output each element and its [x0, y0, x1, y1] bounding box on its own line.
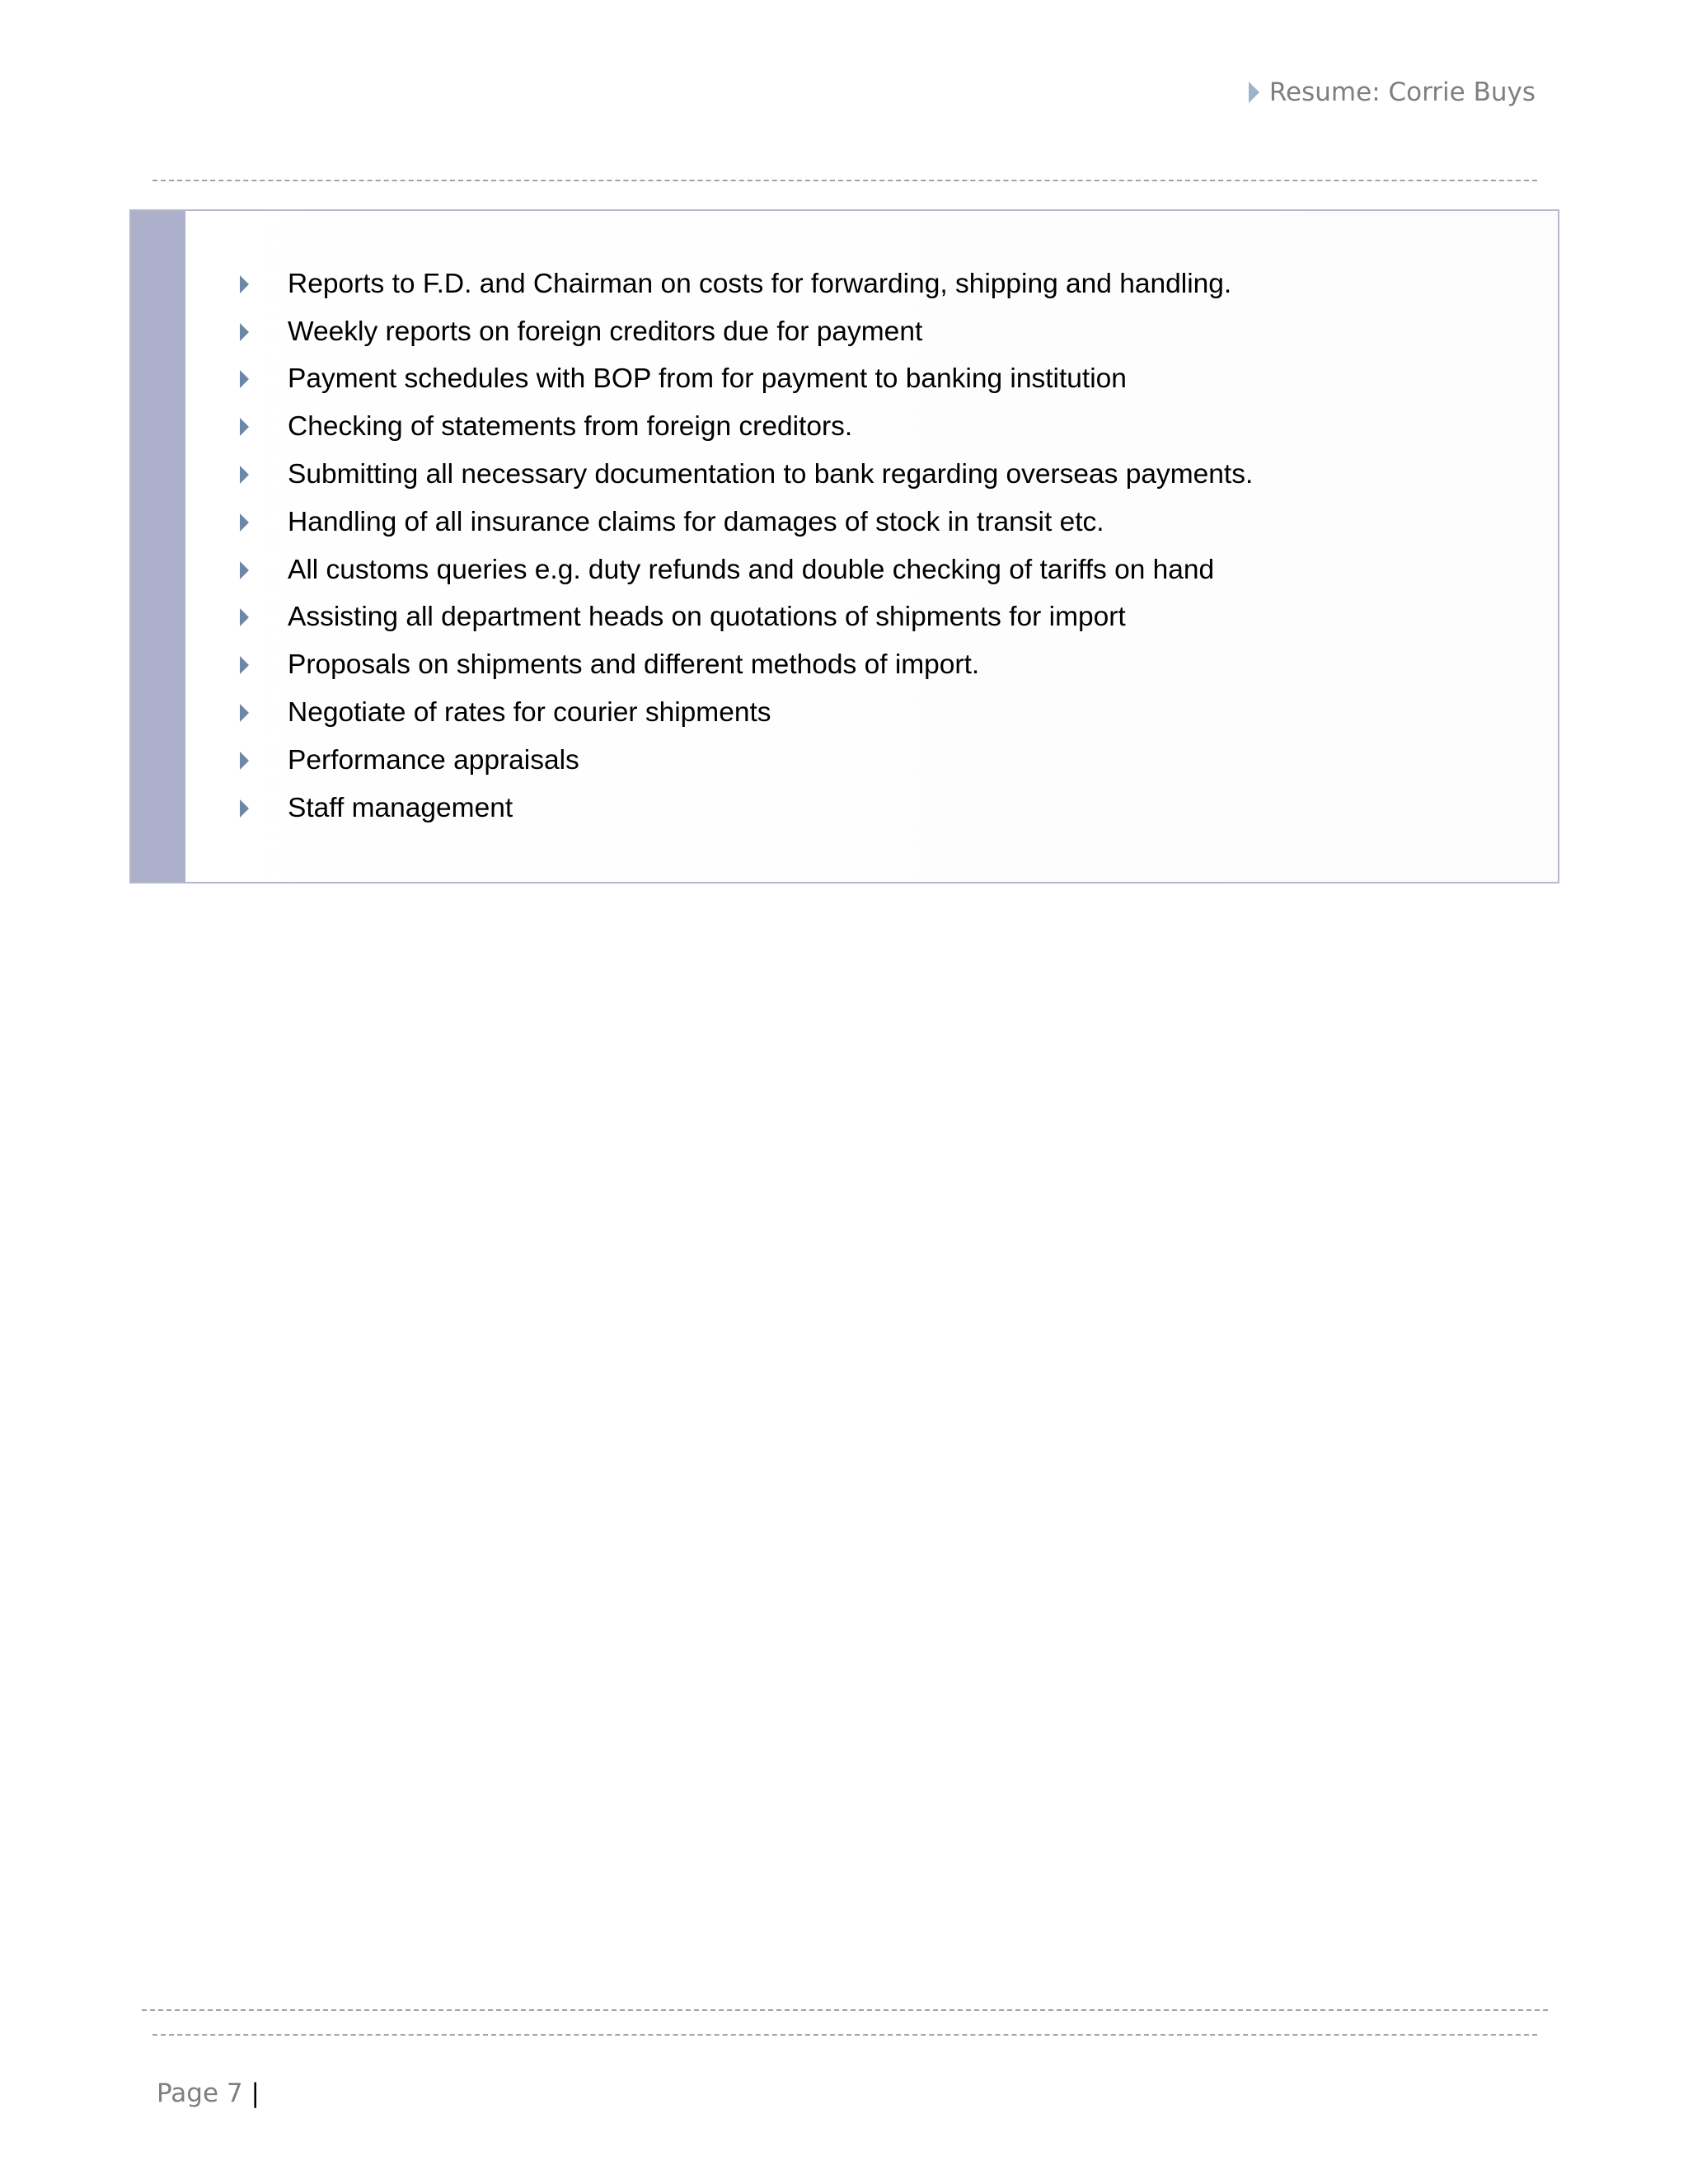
- bullet-arrow-icon: [240, 418, 249, 436]
- bullet-arrow-icon: [240, 323, 249, 341]
- header-arrow-icon: [1249, 82, 1259, 103]
- list-item: [238, 403, 1253, 451]
- list-item-text: Performance appraisals: [288, 744, 579, 776]
- header-title: Resume: Corrie Buys: [1268, 77, 1536, 107]
- bullet-arrow-icon: [240, 513, 249, 532]
- list-item-text: Negotiate of rates for courier shipments: [288, 697, 771, 729]
- list-item-text: Submitting all necessary documentation to bank regarding overseas payments.: [288, 459, 1254, 490]
- header-divider: [152, 180, 1537, 181]
- bullet-arrow-icon: [240, 466, 249, 484]
- bullet-arrow-icon: [240, 608, 249, 626]
- list-item-text: Weekly reports on foreign creditors due for payment: [288, 316, 923, 347]
- footer-divider-top: [142, 2009, 1548, 2011]
- bullet-arrow-icon: [240, 370, 249, 388]
- bullet-arrow-icon: [240, 275, 249, 293]
- page-label: Page 7: [157, 2079, 243, 2108]
- list-item-text: All customs queries e.g. duty refunds and double checking of tariffs on hand: [288, 554, 1215, 585]
- list-item: [238, 594, 1253, 642]
- list-item-text: Staff management: [288, 792, 513, 823]
- list-item: [238, 546, 1253, 594]
- list-item-text: Assisting all department heads on quotations of shipments for import: [288, 602, 1126, 633]
- list-item: [238, 308, 1253, 356]
- bullet-arrow-icon: [240, 561, 249, 579]
- duties-box: [129, 209, 1559, 883]
- list-item: [238, 737, 1253, 785]
- bullet-arrow-icon: [240, 656, 249, 674]
- footer-divider-bottom: [152, 2034, 1537, 2036]
- list-item: [238, 451, 1253, 499]
- bullet-arrow-icon: [240, 752, 249, 770]
- page-header: [1249, 73, 1536, 112]
- list-item: [238, 641, 1253, 689]
- list-item: [238, 689, 1253, 737]
- list-item-text: Reports to F.D. and Chairman on costs for forwarding, shipping and handling.: [288, 268, 1232, 299]
- list-item: [238, 785, 1253, 832]
- page-separator: |: [251, 2079, 260, 2108]
- duties-list: [238, 260, 1253, 832]
- list-item: [238, 499, 1253, 546]
- bullet-arrow-icon: [240, 704, 249, 722]
- page-number: [157, 2079, 260, 2108]
- list-item: [238, 356, 1253, 404]
- bullet-arrow-icon: [240, 799, 249, 818]
- side-accent-bar: [131, 211, 185, 882]
- list-item-text: Proposals on shipments and different methods of import.: [288, 649, 980, 681]
- list-item-text: Checking of statements from foreign creditors.: [288, 411, 853, 443]
- list-item-text: Handling of all insurance claims for damages of stock in transit etc.: [288, 506, 1104, 537]
- list-item: [238, 260, 1253, 308]
- list-item-text: Payment schedules with BOP from for payment to banking institution: [288, 363, 1127, 395]
